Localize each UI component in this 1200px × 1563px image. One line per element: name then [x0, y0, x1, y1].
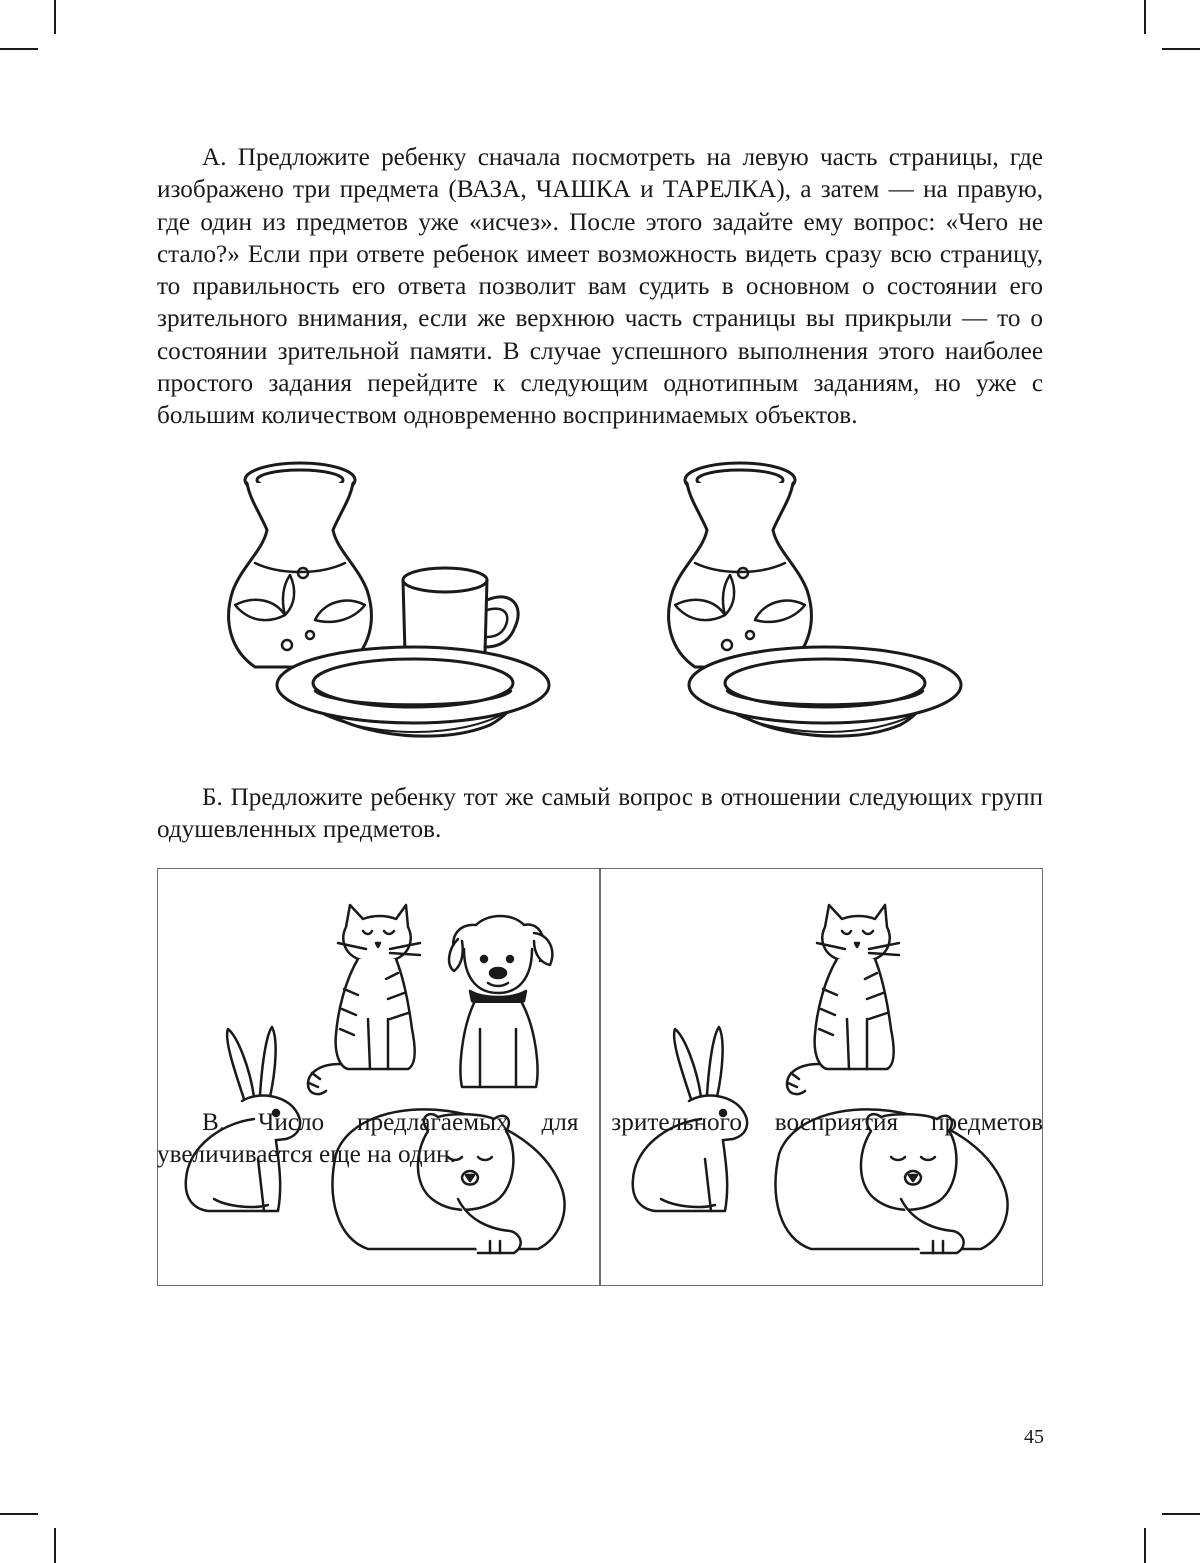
- animals-panel: [157, 868, 1043, 1286]
- vase-icon: [229, 463, 372, 667]
- paragraph-task-b: Б. Предложите ребенку тот же самый вопрос в отношении следующих групп одушевленных предметов.: [157, 784, 1043, 844]
- crop-mark: [1162, 48, 1200, 50]
- dishes-group-right: [655, 455, 995, 755]
- animals-group-right: [601, 869, 1041, 1289]
- dog-icon: [449, 916, 552, 1087]
- crop-mark: [0, 48, 38, 50]
- crop-mark: [1144, 1528, 1146, 1563]
- crop-mark: [54, 1528, 56, 1563]
- crop-mark: [1162, 1513, 1200, 1515]
- crop-mark: [0, 1513, 38, 1515]
- vase-icon: [669, 463, 812, 667]
- page-number: 45: [1024, 1426, 1044, 1448]
- crop-mark: [1144, 0, 1146, 34]
- plate-icon: [277, 647, 549, 736]
- plate-icon: [689, 647, 961, 736]
- cat-icon: [308, 905, 420, 1094]
- dishes-group-left: [215, 455, 555, 755]
- animals-group-left: [158, 869, 598, 1289]
- paragraph-task-c: В. Число предлагаемых для зрительного восприятия предметов увеличивается еще на один.: [157, 1109, 1043, 1169]
- crop-mark: [54, 0, 56, 34]
- paragraph-task-a: А. Предложите ребенку сначала посмотреть на левую часть страницы, где изображено три предмета (ВАЗА, ЧАШКА и ТАРЕЛКА), а затем — на правую, где один из предметов уже «исчез». После этого задайте ему вопрос: «Чего не стало?» Если при ответе ребенок имеет возможность видеть сразу всю страницу, то правильность его ответа позволит вам судить в основном о состоянии его зрительного внимания, если же верхнюю часть страницы вы прикрыли — то о состоянии зрительной памяти. В случае успешного выполнения этого наиболее простого задания перейдите к следующим однотипным заданиям, но уже с большим количеством одновременно воспринимаемых объектов.: [157, 144, 1043, 430]
- cat-icon: [787, 905, 899, 1094]
